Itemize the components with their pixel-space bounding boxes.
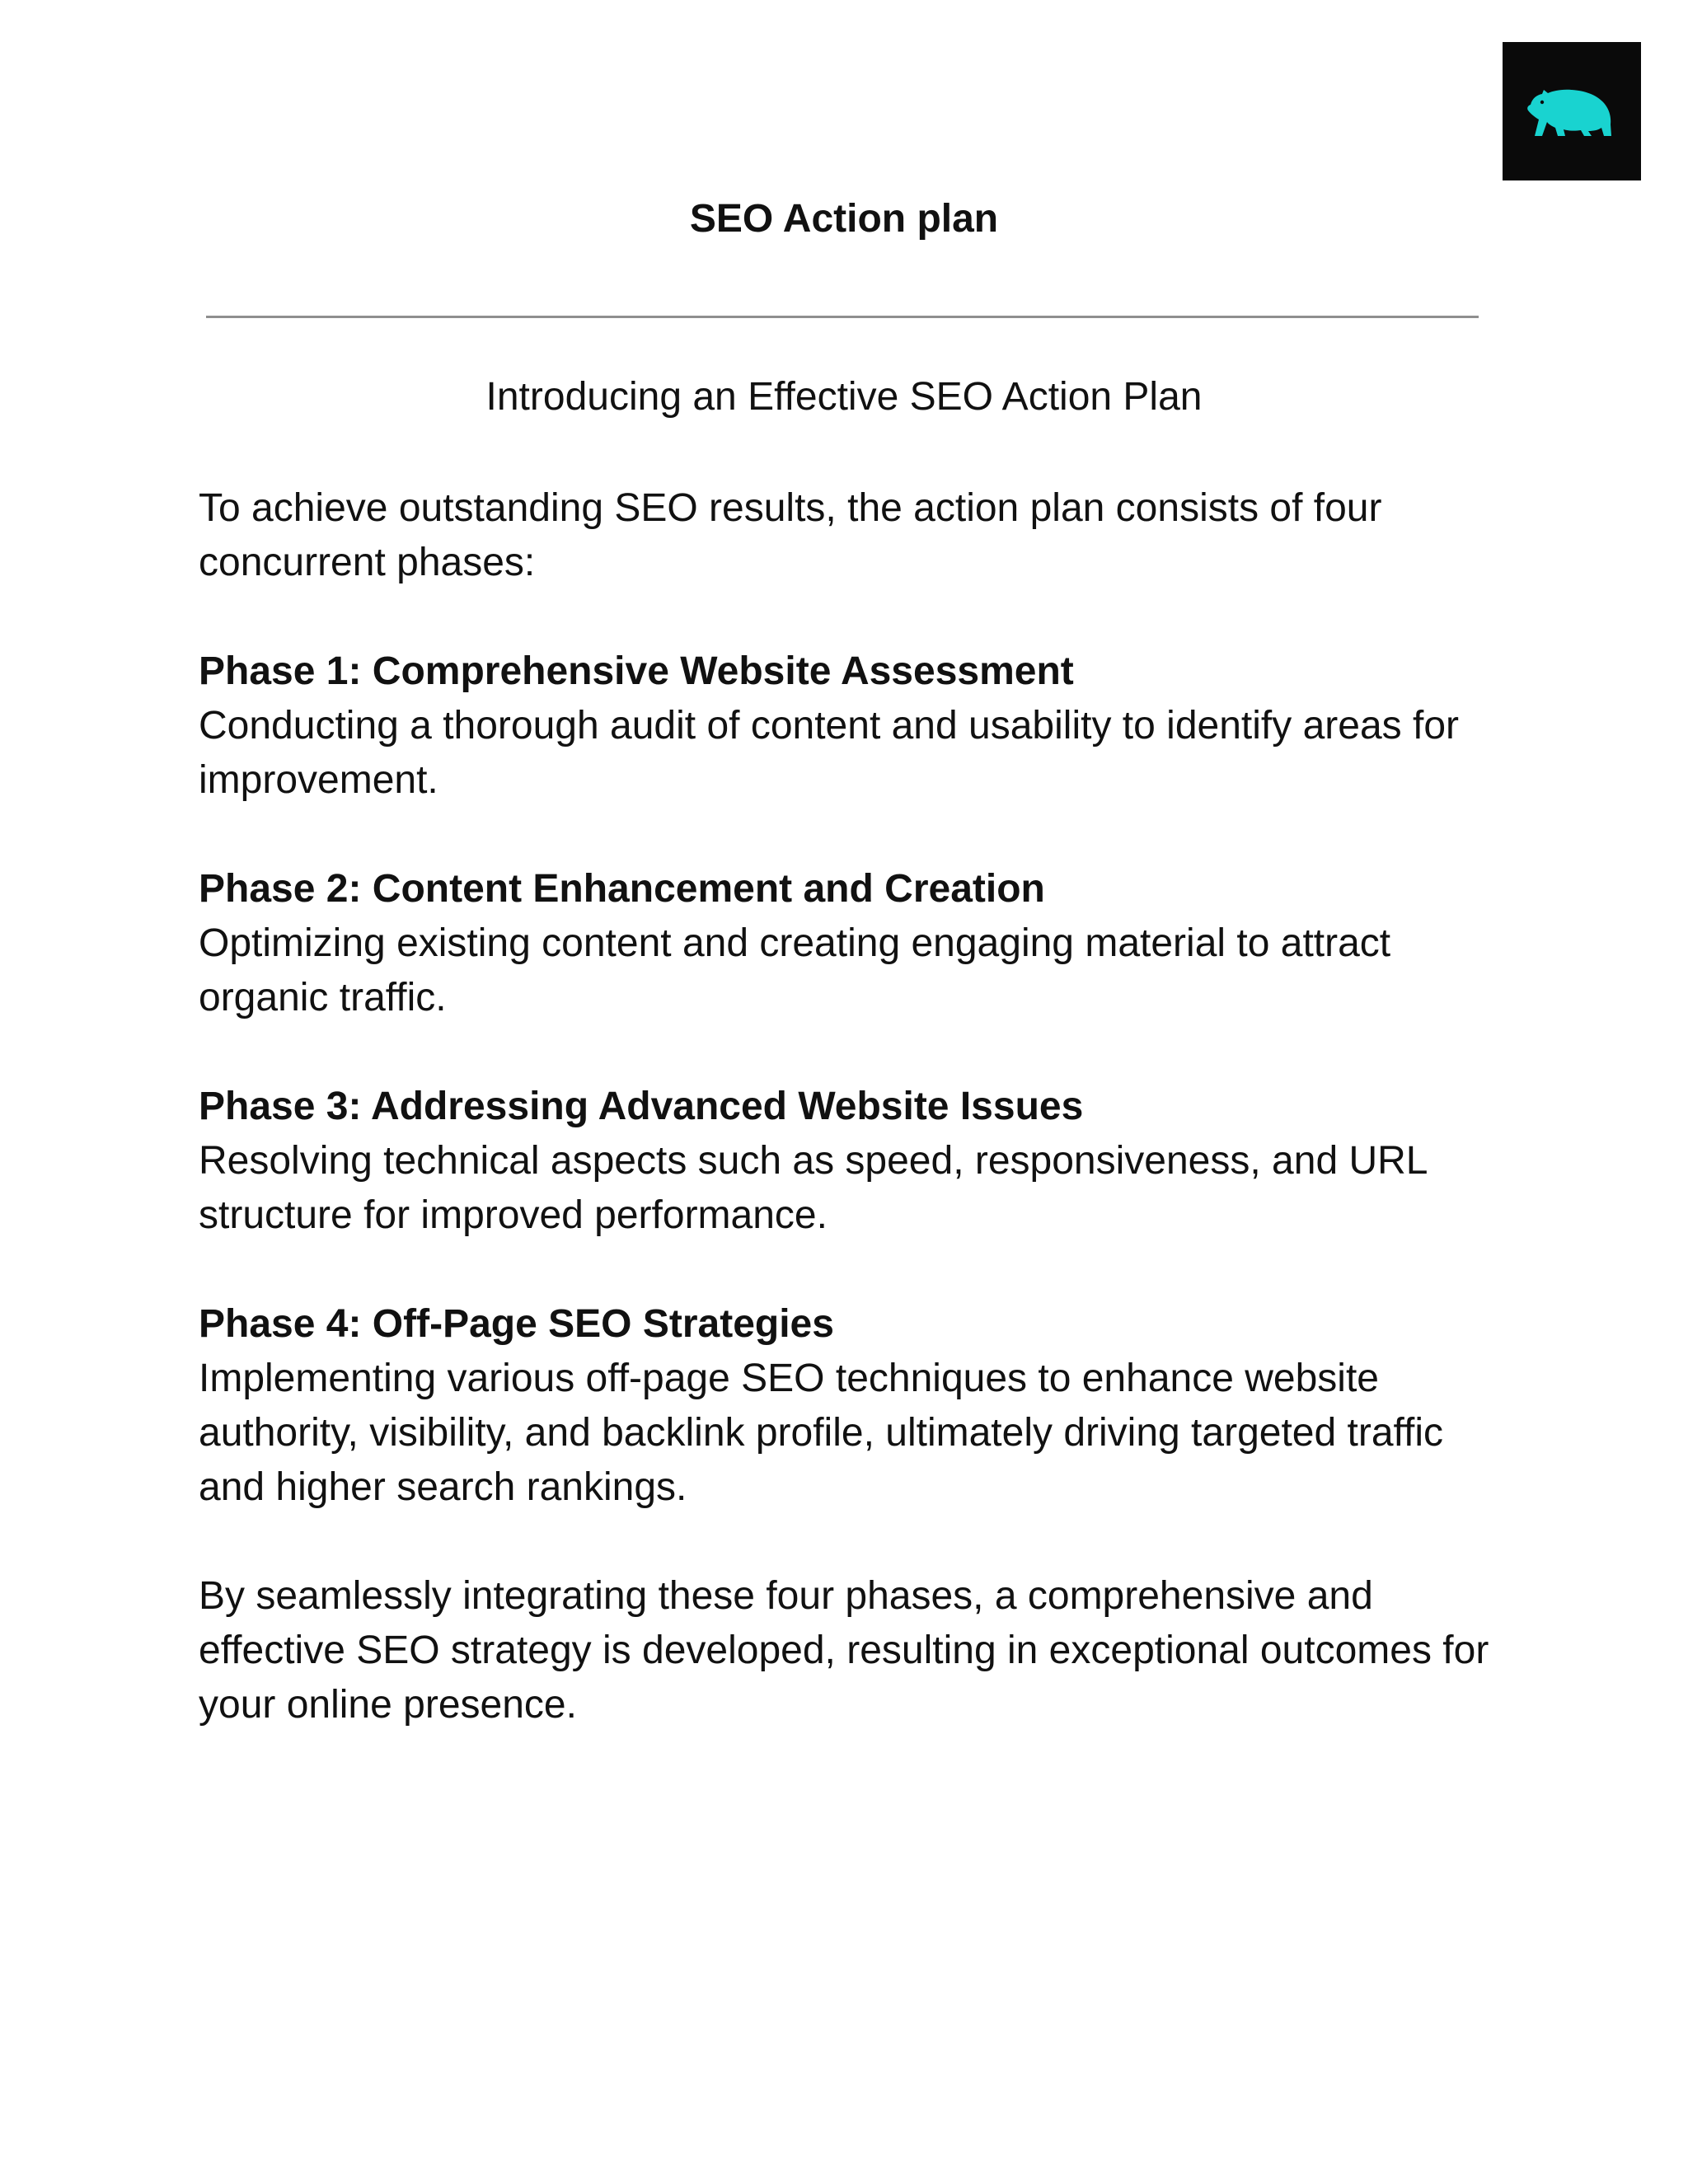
conclusion-paragraph: By seamlessly integrating these four phases, a comprehensive and effective SEO strategy is developed, resulting in exceptional outcomes for your online presence. — [199, 1574, 1489, 1727]
phase-3-heading: Phase 3: Addressing Advanced Website Issues — [199, 1085, 1084, 1128]
phase-4-heading: Phase 4: Off-Page SEO Strategies — [199, 1302, 834, 1346]
horizontal-divider — [206, 316, 1479, 318]
phase-1-heading: Phase 1: Comprehensive Website Assessment — [199, 649, 1074, 693]
bear-icon — [1526, 83, 1616, 141]
phase-4-description: Implementing various off-page SEO techniques to enhance website authority, visibility, and backlink profile, ultimately driving targeted traffic and higher search rankings. — [199, 1357, 1444, 1509]
document-body — [199, 481, 1501, 1732]
phase-1-description: Conducting a thorough audit of content and usability to identify areas for improvement. — [199, 704, 1459, 802]
phase-3-description: Resolving technical aspects such as speed, responsiveness, and URL structure for improved performance. — [199, 1139, 1427, 1237]
document-subtitle: Introducing an Effective SEO Action Plan — [485, 375, 1203, 419]
phase-2-description: Optimizing existing content and creating engaging material to attract organic traffic. — [199, 921, 1391, 1019]
document-title: SEO Action plan — [689, 197, 999, 241]
company-logo — [1503, 42, 1641, 180]
intro-paragraph: To achieve outstanding SEO results, the action plan consists of four concurrent phases: — [199, 486, 1382, 584]
phase-2-heading: Phase 2: Content Enhancement and Creation — [199, 867, 1045, 911]
